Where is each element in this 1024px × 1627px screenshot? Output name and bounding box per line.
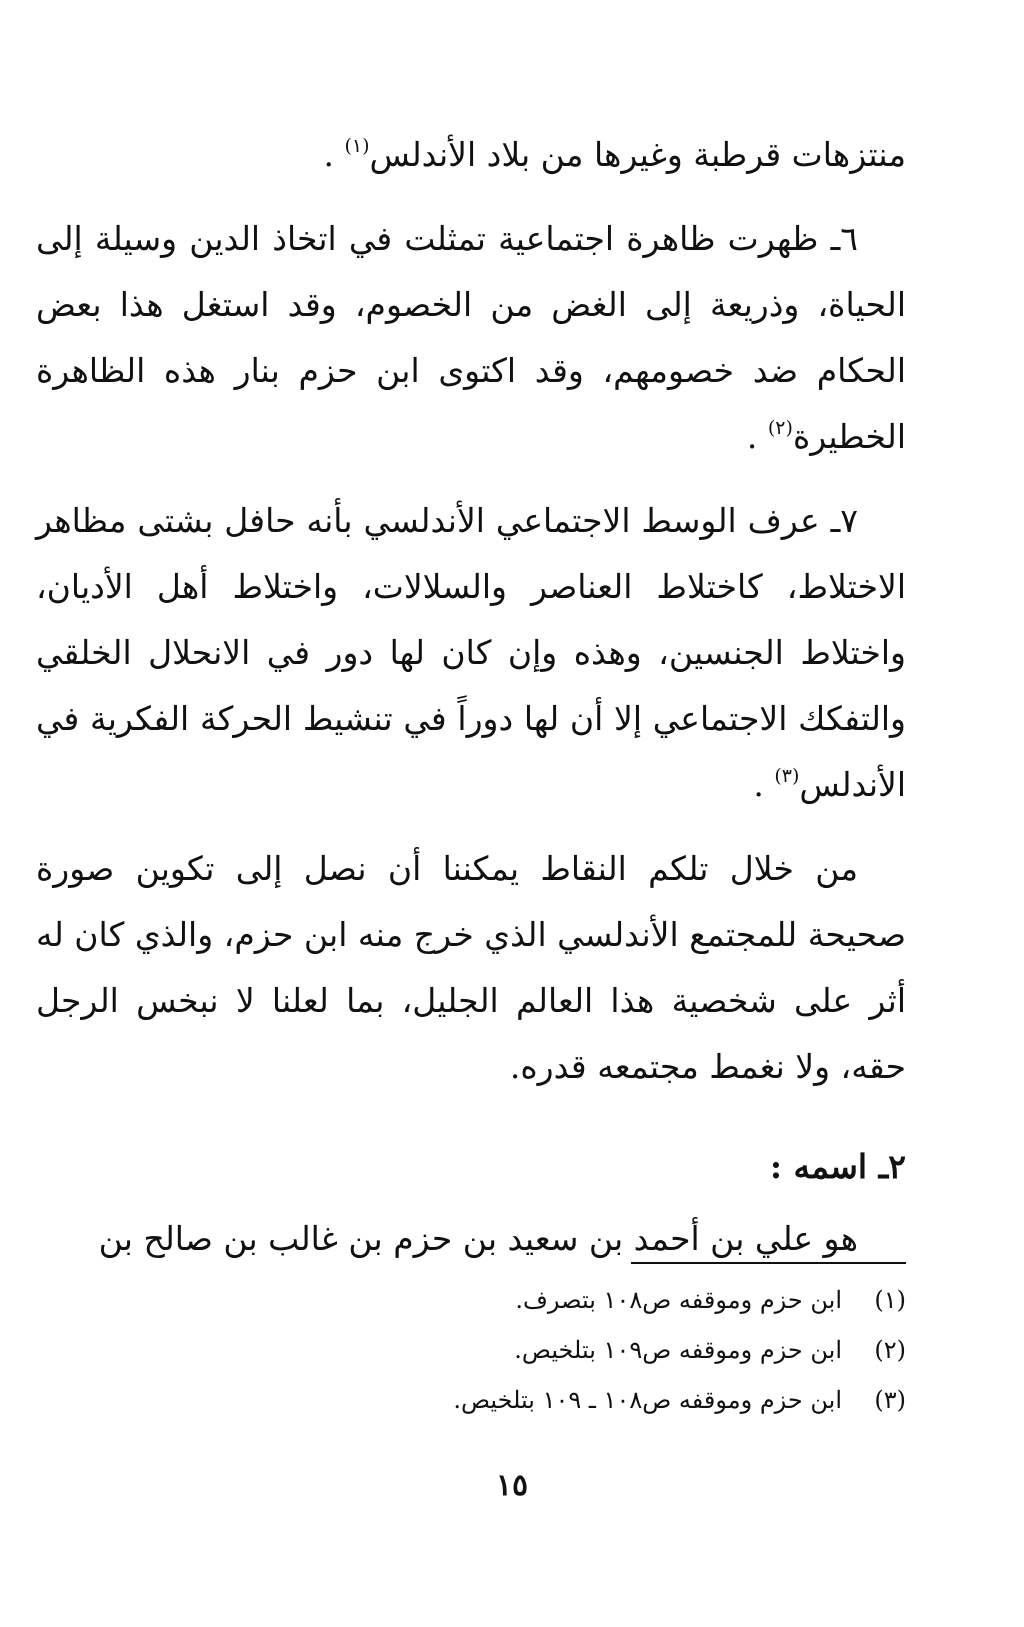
- paragraph-text: ٦ـ ظهرت ظاهرة اجتماعية تمثلت في اتخاذ الدين وسيلة إلى الحياة، وذريعة إلى الغض من الخصوم، وقد استغل هذا بعض الحكام ضد خصومهم، وقد اكتوى ابن حزم بنار هذه الظاهرة الخطيرة: [36, 219, 906, 456]
- section-heading: ٢ـ اسمه :: [769, 1147, 906, 1186]
- paragraph-text: منتزهات قرطبة وغيرها من بلاد الأندلس: [369, 135, 906, 174]
- footnote-marker: (١): [344, 135, 370, 157]
- paragraph-text: من خلال تلكم النقاط يمكننا أن نصل إلى تكوين صورة صحيحة للمجتمع الأندلسي الذي خرج منه ابن حزم، والذي كان له أثر على شخصية هذا العالم الجليل، بما لعلنا لا نبخس الرجل حقه، ولا نغمط مجتمعه قدره.: [36, 849, 906, 1086]
- footnote-item: [206, 1275, 906, 1325]
- paragraph-conclusion: [36, 836, 906, 1100]
- footnote-number: (٢): [874, 1336, 906, 1364]
- footnote-item: [206, 1375, 906, 1425]
- footnote-text: ابن حزم وموقفه ص١٠٨ بتصرف.: [515, 1286, 842, 1314]
- paragraph-continuation: [36, 122, 906, 188]
- footnote-marker: (٣): [774, 765, 800, 787]
- footnote-item: [206, 1325, 906, 1375]
- footnote-number: (٣): [874, 1386, 906, 1414]
- footnote-text: ابن حزم وموقفه ص١٠٨ ـ ١٠٩ بتلخيص.: [453, 1386, 842, 1414]
- paragraph-text: ٧ـ عرف الوسط الاجتماعي الأندلسي بأنه حافل بشتى مظاهر الاختلاط، كاختلاط العناصر والسلالات، واختلاط أهل الأديان، واختلاط الجنسين، وهذه وإن كان لها دور في الانحلال الخلقي والتفكك الاجتماعي إلا أن لها دوراً في تنشيط الحركة الفكرية في الأندلس: [36, 501, 906, 804]
- paragraph-tail: .: [753, 765, 775, 804]
- paragraph-tail: .: [323, 135, 345, 174]
- paragraph-point-7: [36, 488, 906, 818]
- paragraph-text: هو علي بن أحمد بن سعيد بن حزم بن غالب بن صالح بن: [98, 1219, 858, 1258]
- footnote-divider: [631, 1262, 906, 1264]
- footnote-number: (١): [874, 1286, 906, 1314]
- paragraph-tail: .: [746, 417, 768, 456]
- footnotes: [206, 1275, 906, 1425]
- page-number: ١٥: [495, 1468, 529, 1503]
- footnote-text: ابن حزم وموقفه ص١٠٩ بتلخيص.: [514, 1336, 842, 1364]
- main-text: [36, 122, 906, 1290]
- paragraph-point-6: [36, 206, 906, 470]
- footnote-marker: (٢): [767, 417, 793, 439]
